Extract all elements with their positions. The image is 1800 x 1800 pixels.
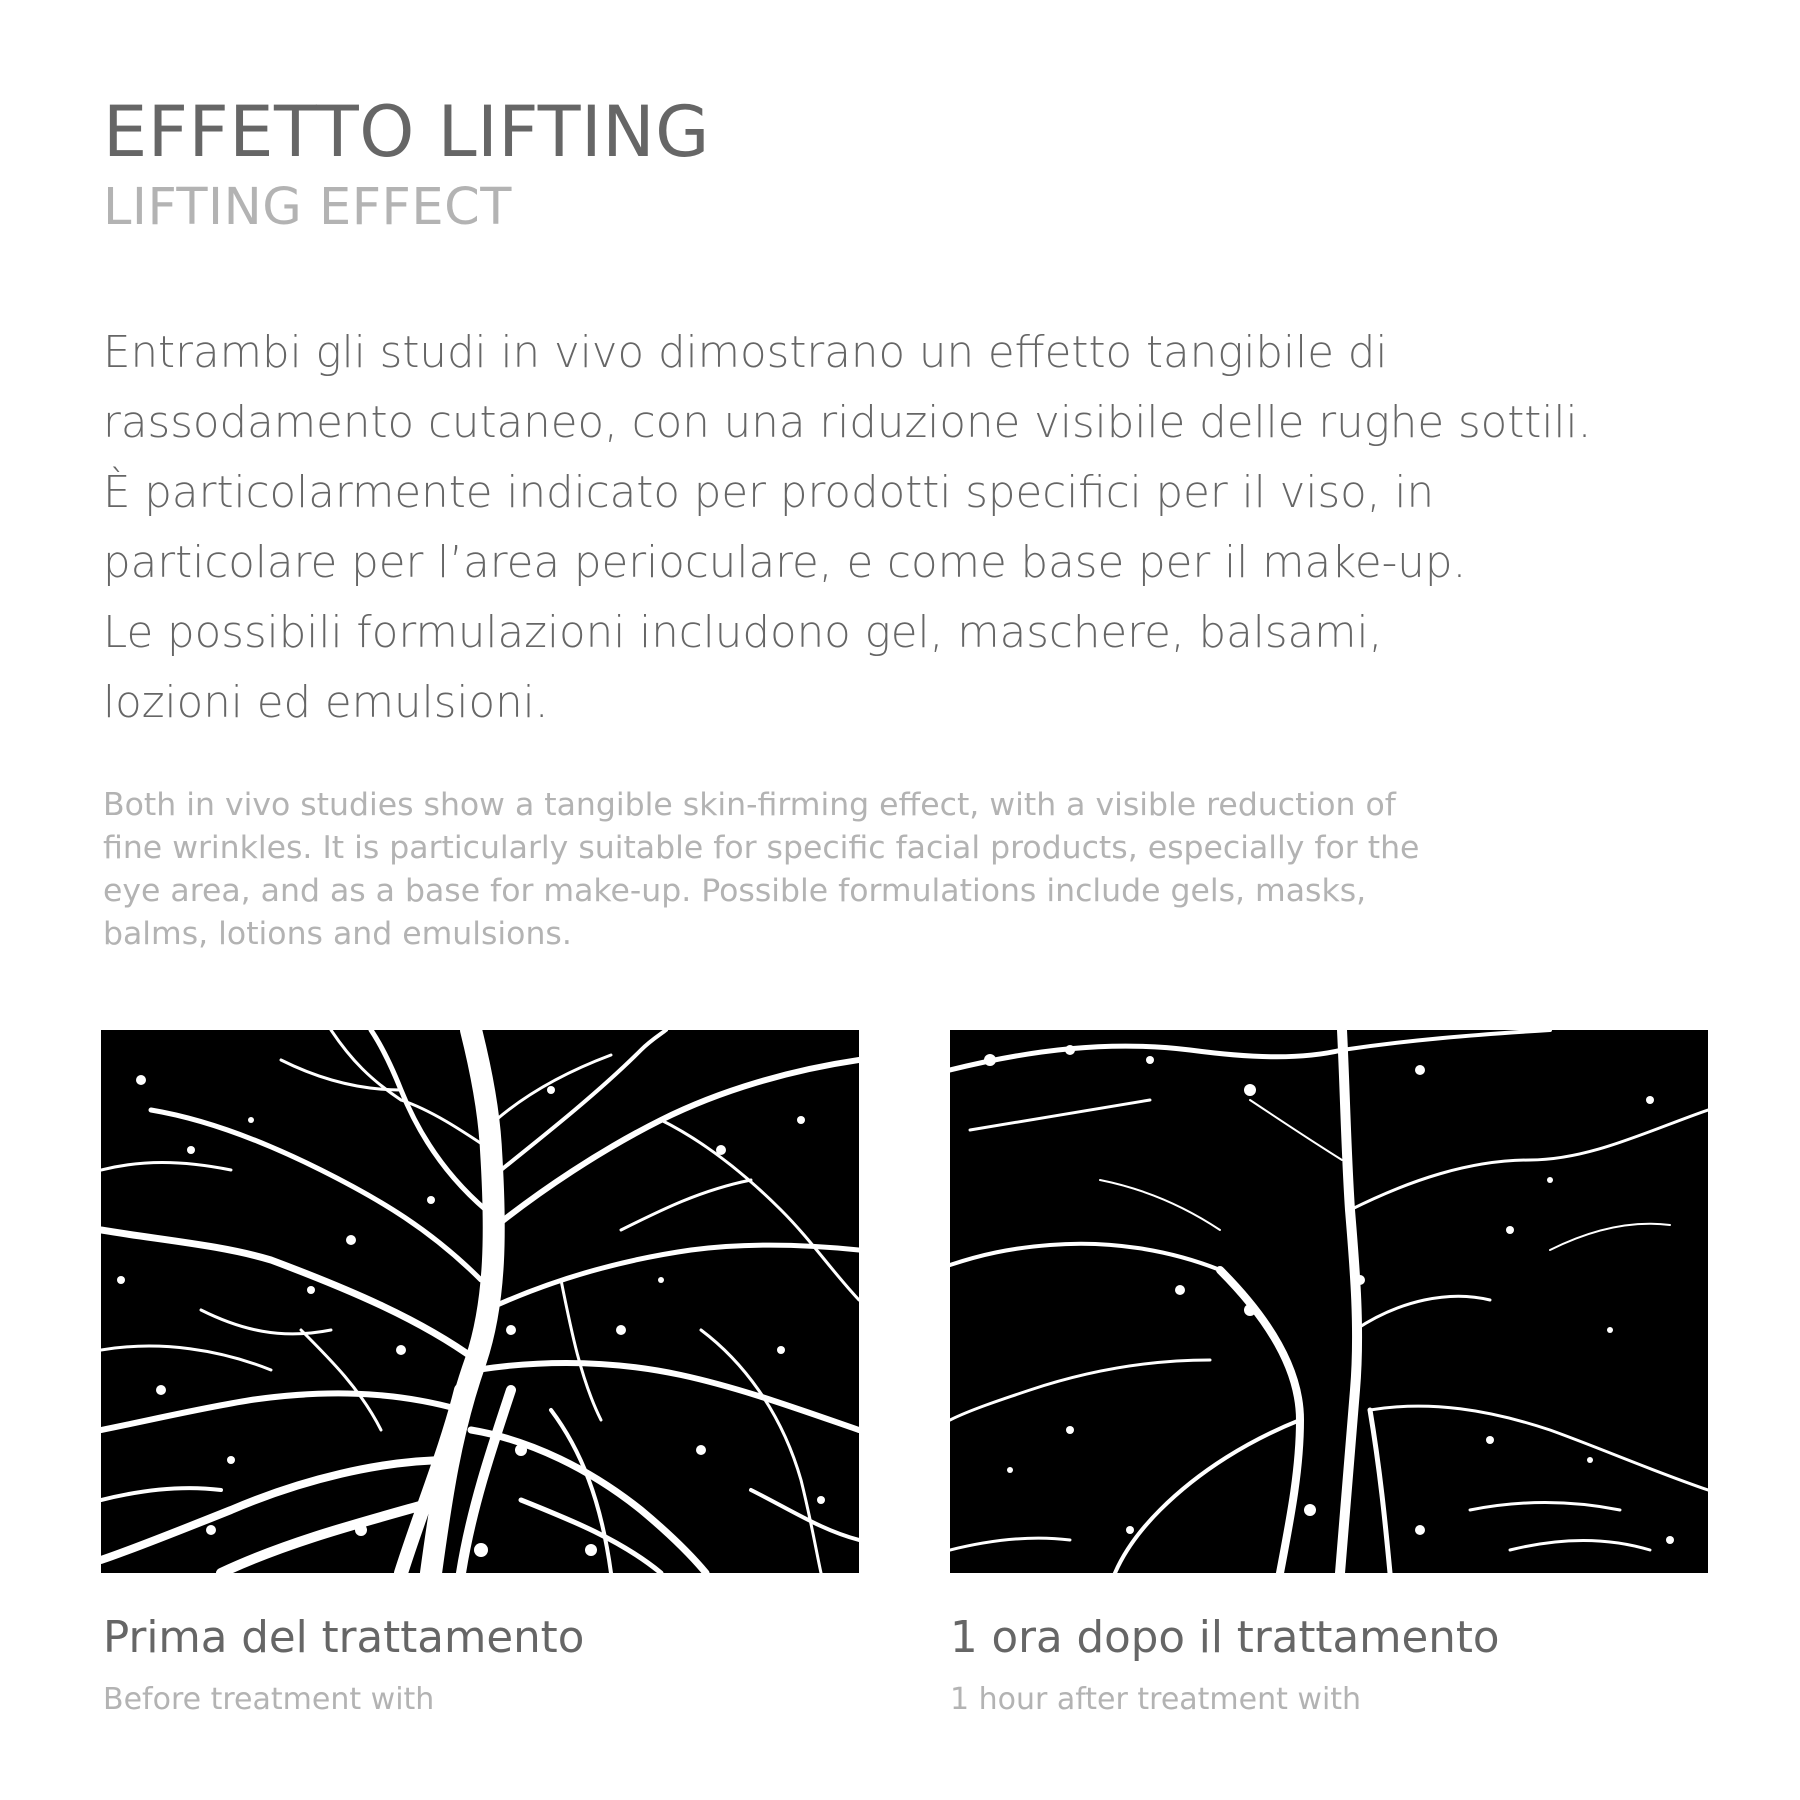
- before-treatment-image: [101, 1030, 859, 1573]
- description-italian: [103, 318, 1723, 738]
- before-caption-english: Before treatment with: [103, 1682, 435, 1717]
- after-treatment-skin-texture: [950, 1030, 1708, 1573]
- after-treatment-image: [950, 1030, 1708, 1573]
- before-caption-italian: Prima del trattamento: [103, 1613, 585, 1663]
- description-it-line: È particolarmente indicato per prodotti specifici per il viso, in: [103, 468, 1435, 518]
- after-caption-english: 1 hour after treatment with: [950, 1682, 1362, 1717]
- description-it-line: Le possibili formulazioni includono gel, maschere, balsami,: [103, 608, 1383, 658]
- page-subtitle: LIFTING EFFECT: [103, 178, 512, 237]
- description-en-line: Both in vivo studies show a tangible skin-firming effect, with a visible reduction of: [103, 787, 1396, 823]
- description-en-line: balms, lotions and emulsions.: [103, 916, 572, 952]
- description-english: [103, 784, 1723, 956]
- after-caption-italian: 1 ora dopo il trattamento: [950, 1613, 1500, 1663]
- description-en-line: fine wrinkles. It is particularly suitable for specific facial products, especially for the: [103, 830, 1420, 866]
- page-title: EFFETTO LIFTING: [103, 91, 710, 173]
- description-it-line: Entrambi gli studi in vivo dimostrano un effetto tangibile di: [103, 328, 1388, 378]
- description-it-line: rassodamento cutaneo, con una riduzione visibile delle rughe sottili.: [103, 398, 1592, 448]
- description-it-line: lozioni ed emulsioni.: [103, 678, 549, 728]
- description-it-line: particolare per l’area perioculare, e come base per il make-up.: [103, 538, 1467, 588]
- description-en-line: eye area, and as a base for make-up. Possible formulations include gels, masks,: [103, 873, 1367, 909]
- before-treatment-skin-texture: [101, 1030, 859, 1573]
